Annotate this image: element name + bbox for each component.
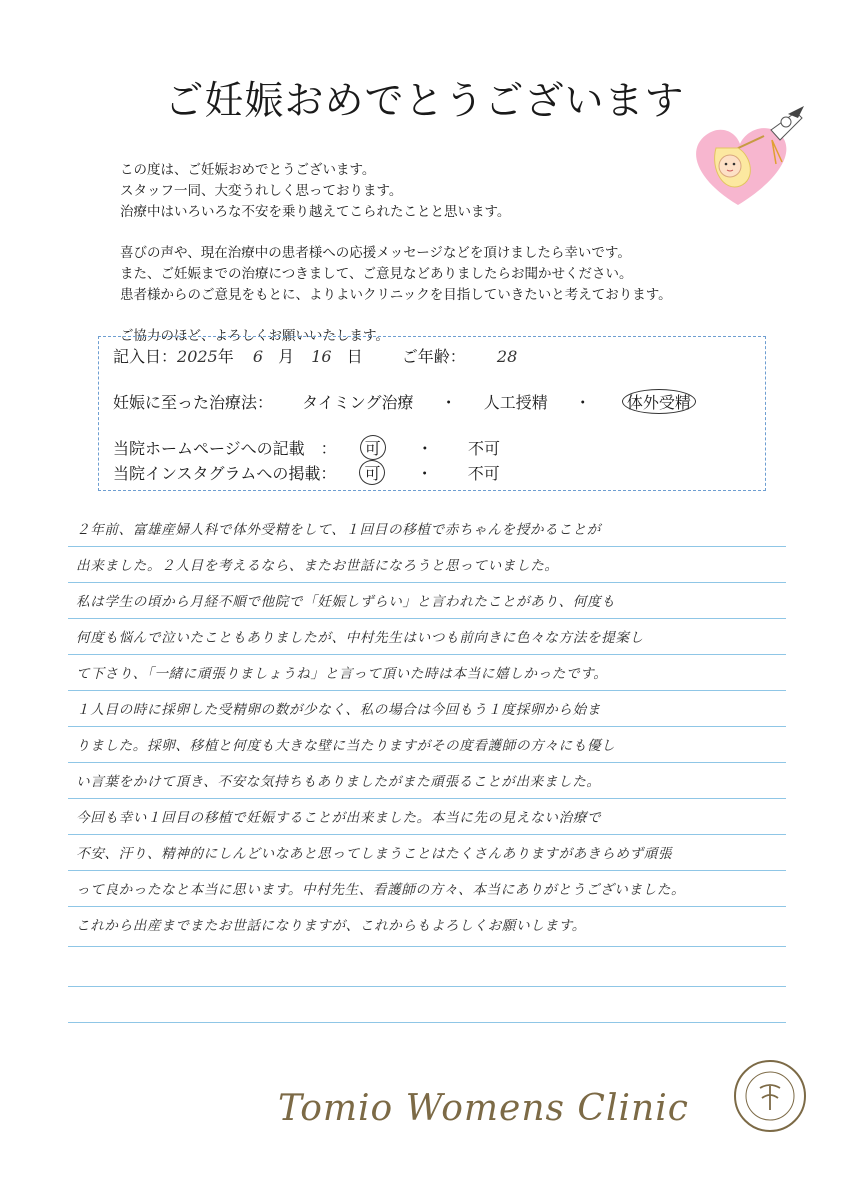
clinic-logo-icon (732, 1058, 808, 1134)
ruled-line (68, 618, 786, 619)
message-line: ２年前、富雄産婦人科で体外受精をして、１回目の移植で赤ちゃんを授かることが (76, 522, 601, 538)
month-unit: 月 (278, 347, 295, 366)
homepage-no[interactable]: 不可 (468, 439, 501, 458)
ruled-line (68, 906, 786, 907)
ruled-line (68, 762, 786, 763)
instagram-label: 当院インスタグラムへの掲載： (113, 464, 337, 483)
intro-line: スタッフ一同、大変うれしく思っております。 (120, 183, 403, 199)
age-label: ご年齢： (401, 347, 466, 366)
message-line: 今回も幸い１回目の移植で妊娠することが出来ました。本当に先の見えない治療で (76, 810, 602, 826)
message-line: 何度も悩んで泣いたこともありましたが、中村先生はいつも前向きに色々な方法を提案し (76, 630, 644, 646)
ruled-line (68, 946, 786, 947)
ruled-line (68, 798, 786, 799)
message-line: 出来ました。２人目を考えるなら、またお世話になろうと思っていました。 (76, 558, 559, 574)
ruled-line (68, 690, 786, 691)
instagram-yes-selected[interactable]: 可 (359, 460, 385, 485)
message-line: りました。採卵、移植と何度も大きな壁に当たりますがその度看護師の方々にも優し (76, 738, 616, 754)
page-title: ご妊娠おめでとうございます (164, 79, 685, 124)
treatment-option-iui[interactable]: 人工授精 (483, 393, 548, 412)
homepage-yes-selected[interactable]: 可 (360, 435, 386, 460)
homepage-label: 当院ホームページへの記載 ： (113, 439, 337, 458)
ruled-line (68, 546, 786, 547)
date-year: 2025 (177, 347, 218, 366)
separator: ・ (440, 393, 457, 412)
ruled-line (68, 1022, 786, 1023)
intro-line: 治療中はいろいろな不安を乗り越えてこられたことと思います。 (120, 204, 511, 220)
intro-line: この度は、ご妊娠おめでとうございます。 (120, 162, 376, 178)
day-unit: 日 (346, 347, 363, 366)
message-line: 私は学生の頃から月経不順で他院で「妊娠しずらい」と言われたことがあり、何度も (76, 594, 616, 610)
date-label: 記入日： (113, 347, 178, 366)
separator: ・ (574, 393, 591, 412)
intro-line: 喜びの声や、現在治療中の患者様への応援メッセージなどを頂けましたら幸いです。 (120, 245, 631, 261)
date-month: 6 (252, 347, 264, 366)
clinic-name: Tomio Womens Clinic (278, 1088, 689, 1129)
ruled-line (68, 654, 786, 655)
separator: ・ (416, 439, 433, 458)
message-line: って良かったなと本当に思います。中村先生、看護師の方々、本当にありがとうございました。 (76, 882, 686, 898)
treatment-option-timing[interactable]: タイミング治療 (302, 393, 414, 412)
ruled-line (68, 834, 786, 835)
date-day: 16 (311, 347, 332, 366)
year-unit: 年 (217, 347, 234, 366)
separator: ・ (416, 464, 433, 483)
message-line: １人目の時に採卵した受精卵の数が少なく、私の場合は今回もう１度採卵から始ま (76, 702, 601, 718)
ruled-line (68, 582, 786, 583)
ruled-line (68, 870, 786, 871)
intro-line: また、ご妊娠までの治療につきまして、ご意見などありましたらお聞かせください。 (120, 266, 633, 282)
intro-line: 患者様からのご意見をもとに、よりよいクリニックを目指していきたいと考えております。 (120, 287, 672, 303)
ruled-line (68, 986, 786, 987)
intro-line: ご協力のほど、よろしくお願いいたします。 (120, 328, 389, 344)
message-line: これから出産までまたお世話になりますが、これからもよろしくお願いします。 (76, 918, 586, 934)
instagram-no[interactable]: 不可 (467, 464, 500, 483)
message-line: い言葉をかけて頂き、不安な気持ちもありましたがまた頑張ることが出来ました。 (76, 774, 601, 790)
treatment-label: 妊娠に至った治療法： (113, 393, 274, 412)
age-value: 28 (496, 347, 518, 366)
treatment-option-ivf-selected[interactable]: 体外受精 (622, 389, 696, 414)
ruled-line (68, 726, 786, 727)
message-line: て下さり、「一緒に頑張りましょうね」と言って頂いた時は本当に嬉しかったです。 (76, 666, 608, 682)
message-line: 不安、汗り、精神的にしんどいなあと思ってしまうことはたくさんありますがあきらめず頑張 (76, 846, 673, 862)
